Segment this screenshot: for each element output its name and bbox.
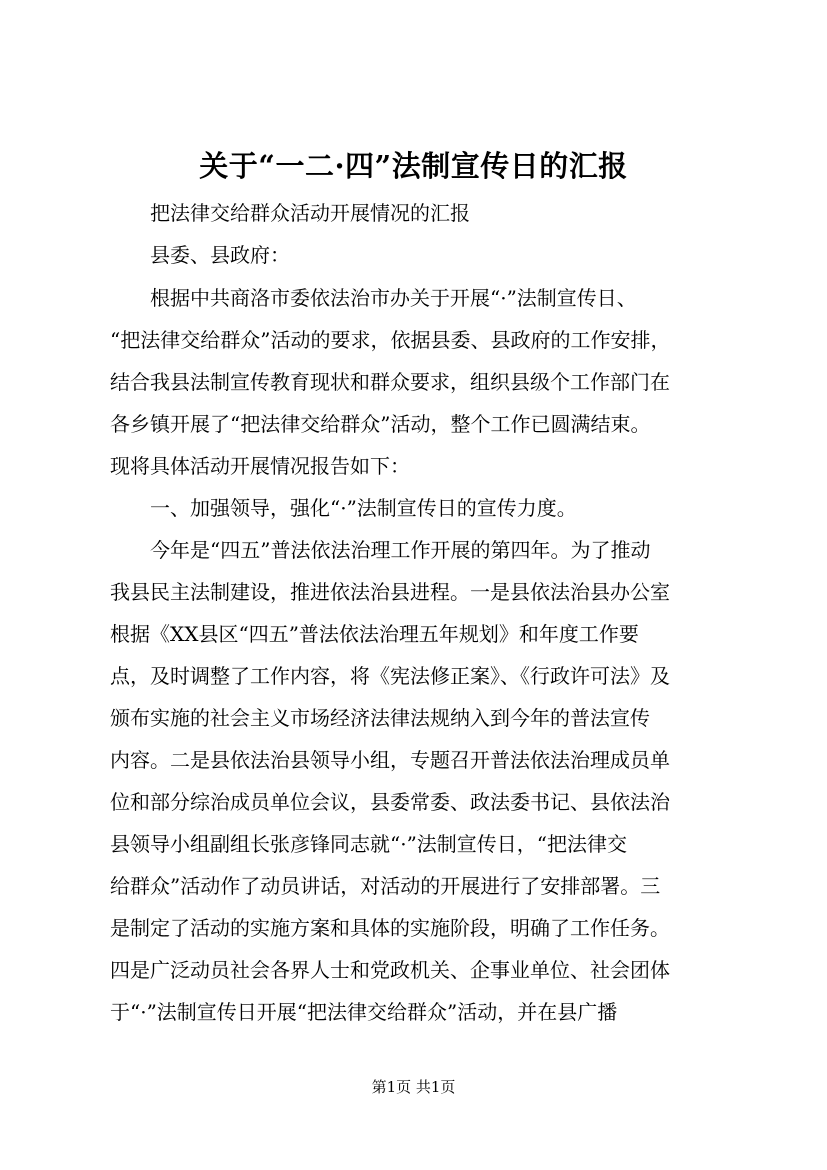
body-line: 现将具体活动开展情况报告如下： [110,454,410,478]
salutation-line: 县委、县政府： [150,243,290,267]
document-title: 关于“一二·四”法制宣传日的汇报 [199,149,628,183]
body-line: 是制定了活动的实施方案和具体的实施阶段，明确了工作任务。 [110,916,670,940]
page-footer: 第1页 共1页 [371,1078,456,1096]
body-line: 各乡镇开展了“把法律交给群众”活动，整个工作已圆满结束。 [110,412,651,436]
body-line: 我县民主法制建设，推进依法治县进程。一是县依法治县办公室 [110,580,670,604]
body-line: 颁布实施的社会主义市场经济法律法规纳入到今年的普法宣传 [110,706,650,730]
subtitle-line: 把法律交给群众活动开展情况的汇报 [150,201,470,225]
body-line: 给群众”活动作了动员讲话，对活动的开展进行了安排部署。三 [110,874,661,898]
body-line: 四是广泛动员社会各界人士和党政机关、企事业单位、社会团体 [110,958,670,982]
body-line: 内容。二是县依法治县领导小组，专题召开普法依法治理成员单 [110,748,670,772]
body-line: 点，及时调整了工作内容，将《宪法修正案》、《行政许可法》及 [110,664,670,688]
body-line: 根据《XX县区“四五”普法依法治理五年规划》和年度工作要 [110,622,639,646]
body-line: 于“·”法制宣传日开展“把法律交给群众”活动，并在县广播 [110,1000,618,1024]
body-line: 结合我县法制宣传教育现状和群众要求，组织县级个工作部门在 [110,370,670,394]
body-line: 位和部分综治成员单位会议，县委常委、政法委书记、县依法治 [110,790,670,814]
body-line: 根据中共商洛市委依法治市办关于开展“·”法制宣传日、 [150,286,637,310]
body-line: 县领导小组副组长张彦锋同志就“·”法制宣传日，“把法律交 [110,832,628,856]
body-line: “把法律交给群众”活动的要求，依据县委、县政府的工作安排， [110,328,671,352]
body-line: 今年是“四五”普法依法治理工作开展的第四年。为了推动 [150,538,651,562]
section-heading: 一、加强领导，强化“·”法制宣传日的宣传力度。 [150,496,577,520]
